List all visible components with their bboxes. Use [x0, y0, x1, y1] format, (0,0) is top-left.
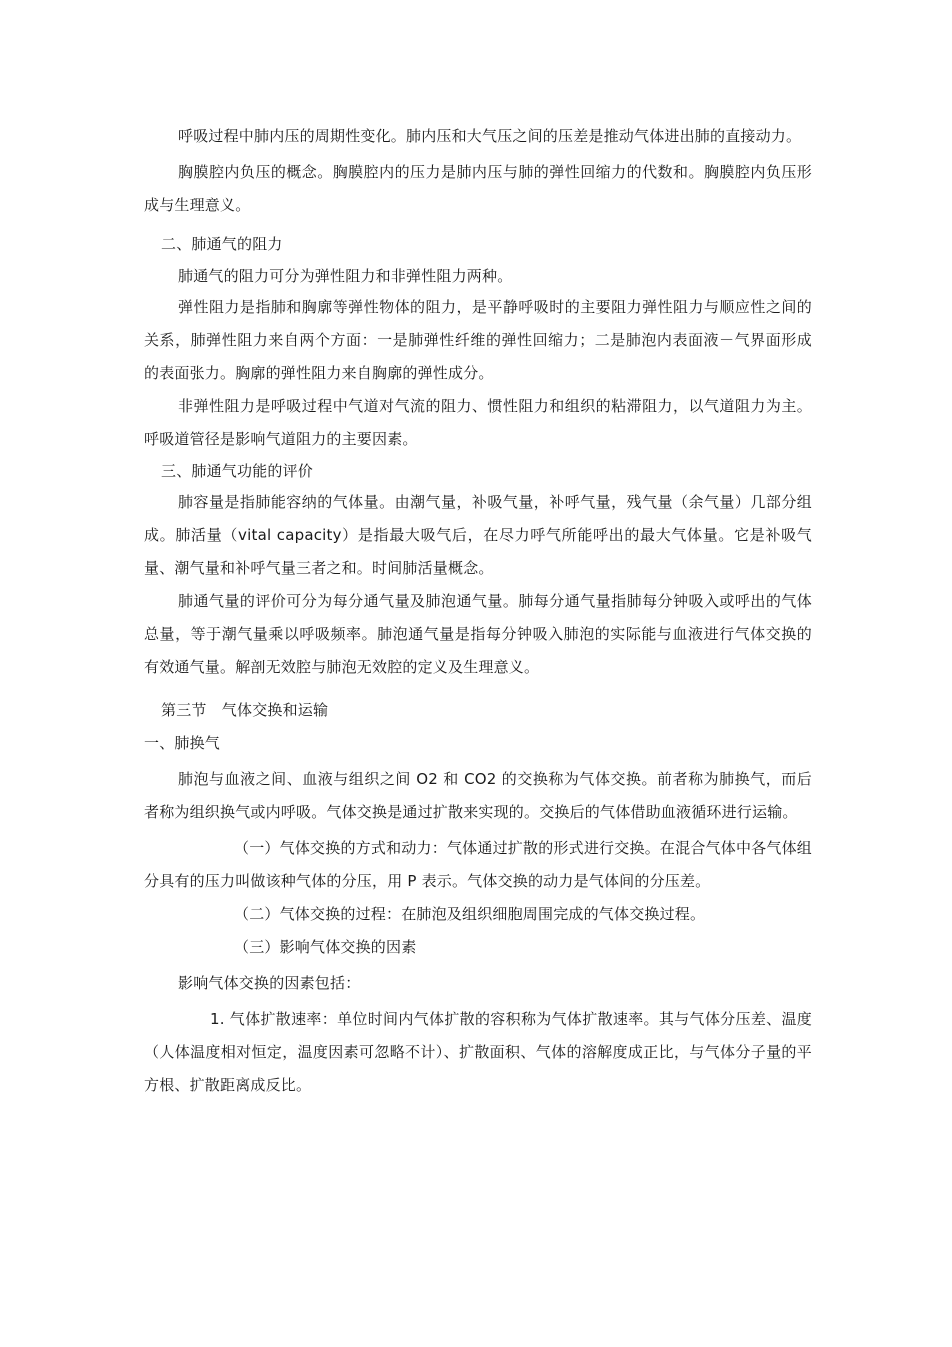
paragraph-nonelastic-resistance: 非弹性阻力是呼吸过程中气道对气流的阻力、惯性阻力和组织的粘滞阻力，以气道阻力为主。呼吸道管径是影响气道阻力的主要因素。	[144, 397, 812, 448]
chapter-section-title: 第三节 气体交换和运输	[161, 701, 329, 719]
subheading-exchange-factors: （三）影响气体交换的因素	[234, 938, 417, 956]
paragraph-factors-intro: 影响气体交换的因素包括：	[178, 974, 361, 992]
paragraph-gas-exchange: 肺泡与血液之间、血液与组织之间 O2 和 CO2 的交换称为气体交换。前者称为肺换气，而后者称为组织换气或内呼吸。气体交换是通过扩散来实现的。交换后的气体借助血液循环进行运输。	[144, 770, 812, 821]
section-heading-ventilation-resistance: 二、肺通气的阻力	[161, 235, 283, 253]
paragraph-intrapulmonary-pressure: 呼吸过程中肺内压的周期性变化。肺内压和大气压之间的压差是推动气体进出肺的直接动力。	[178, 127, 802, 145]
paragraph-elastic-resistance: 弹性阻力是指肺和胸廓等弹性物体的阻力，是平静呼吸时的主要阻力弹性阻力与顺应性之间的关系，肺弹性阻力来自两个方面：一是肺弹性纤维的弹性回缩力；二是肺泡内表面液－气界面形成的表面张力。胸廓的弹性阻力来自胸廓的弹性成分。	[144, 298, 812, 382]
document-body	[144, 120, 812, 1102]
paragraph-exchange-process: （二）气体交换的过程：在肺泡及组织细胞周围完成的气体交换过程。	[234, 905, 706, 923]
section-heading-ventilation-evaluation: 三、肺通气功能的评价	[161, 462, 314, 480]
paragraph-ventilation-volume: 肺通气量的评价可分为每分通气量及肺泡通气量。肺每分通气量指肺每分钟吸入或呼出的气体总量，等于潮气量乘以呼吸频率。肺泡通气量是指每分钟吸入肺泡的实际能与血液进行气体交换的有效通气量。解剖无效腔与肺泡无效腔的定义及生理意义。	[144, 592, 812, 676]
paragraph-pleural-pressure: 胸膜腔内负压的概念。胸膜腔内的压力是肺内压与肺的弹性回缩力的代数和。胸膜腔内负压形成与生理意义。	[144, 163, 812, 214]
paragraph-exchange-mode: （一）气体交换的方式和动力：气体通过扩散的形式进行交换。在混合气体中各气体组分具有的压力叫做该种气体的分压，用 P 表示。气体交换的动力是气体间的分压差。	[144, 839, 812, 890]
paragraph-resistance-types: 肺通气的阻力可分为弹性阻力和非弹性阻力两种。	[178, 267, 513, 285]
section-heading-pulmonary-exchange: 一、肺换气	[144, 734, 221, 752]
paragraph-diffusion-rate: 1. 气体扩散速率：单位时间内气体扩散的容积称为气体扩散速率。其与气体分压差、温度（人体温度相对恒定，温度因素可忽略不计）、扩散面积、气体的溶解度成正比，与气体分子量的平方根、扩散距离成反比。	[144, 1010, 812, 1094]
paragraph-lung-volume: 肺容量是指肺能容纳的气体量。由潮气量，补吸气量，补呼气量，残气量（余气量）几部分组成。肺活量（vital capacity）是指最大吸气后，在尽力呼气所能呼出的最大气体量。它是补吸气量、潮气量和补呼气量三者之和。时间肺活量概念。	[144, 493, 812, 577]
